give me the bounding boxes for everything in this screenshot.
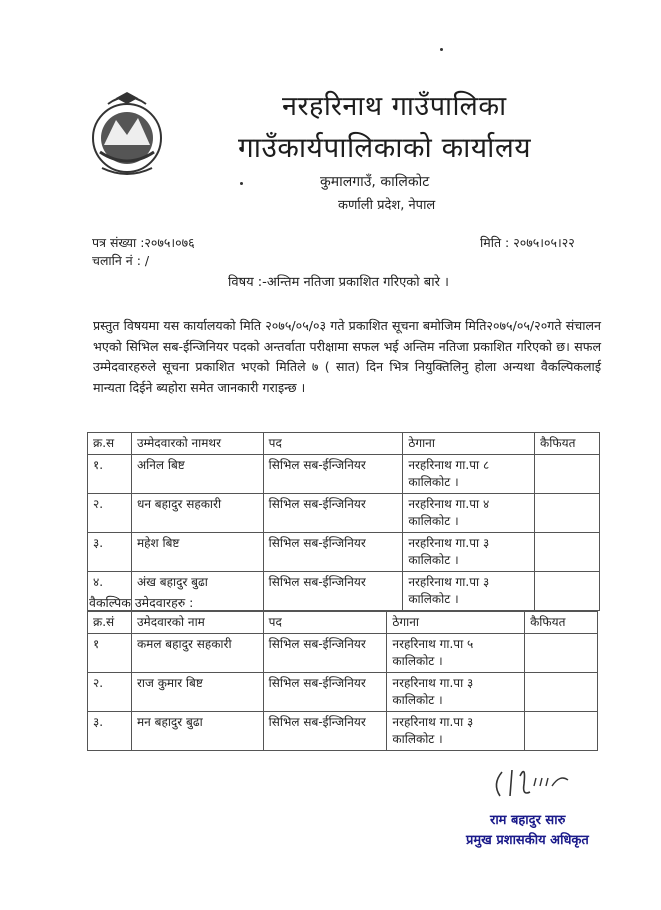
header-name: उमेदवारको नाम [131, 612, 263, 634]
table-row [88, 712, 598, 751]
table-row [88, 494, 600, 533]
letter-subject: विषय :-अन्तिम नतिजा प्रकाशित गरिएको बारे । [228, 275, 449, 290]
speck [240, 182, 243, 185]
cell-sn: २. [88, 673, 132, 712]
cell-name: अनिल बिष्ट [131, 455, 263, 494]
address-district: कालिकोट । [392, 693, 443, 707]
cell-name: अंख बहादुर बुढा [131, 572, 263, 611]
header-sn: क्र.स [88, 433, 132, 455]
cell-address [403, 572, 535, 611]
cell-post: सिभिल सब-ईन्जिनियर [263, 533, 403, 572]
table-row [88, 455, 600, 494]
address-district: कालिकोट । [408, 514, 459, 528]
alternate-candidates-label: वैकल्पिक उमेदवारहरु : [89, 595, 194, 610]
speck [440, 48, 443, 51]
address-district: कालिकोट । [408, 592, 459, 606]
nepal-emblem-icon [86, 90, 168, 180]
cell-name: मन बहादुर बुढा [131, 712, 263, 751]
table-row [88, 533, 600, 572]
cell-remark [525, 712, 598, 751]
cell-remark [525, 634, 598, 673]
table-row [88, 634, 598, 673]
header-post: पद [263, 612, 387, 634]
cell-address [387, 634, 525, 673]
cell-post: सिभिल सब-ईन्जिनियर [263, 634, 387, 673]
cell-sn: १ [88, 634, 132, 673]
cell-post: सिभिल सब-ईन्जिनियर [263, 712, 387, 751]
cell-sn: १. [88, 455, 132, 494]
office-name: गाउँकार्यपालिकाको कार्यालय [238, 131, 532, 164]
address-line: नरहरिनाथ गा.पा ३ [408, 536, 490, 550]
cell-remark [535, 533, 600, 572]
cell-name: धन बहादुर सहकारी [131, 494, 263, 533]
selected-candidates-table [87, 432, 600, 611]
cell-post: सिभिल सब-ईन्जिनियर [263, 673, 387, 712]
table-header-row [88, 612, 598, 634]
cell-post: सिभिल सब-ईन्जिनियर [263, 455, 403, 494]
municipality-name: नरहरिनाथ गाउँपालिका [282, 91, 507, 122]
cell-post: सिभिल सब-ईन्जिनियर [263, 572, 403, 611]
header-address: ठेगाना [387, 612, 525, 634]
cell-remark [535, 494, 600, 533]
table-row [88, 673, 598, 712]
cell-address [403, 533, 535, 572]
cell-name: कमल बहादुर सहकारी [131, 634, 263, 673]
cell-address [403, 494, 535, 533]
cell-name: महेश बिष्ट [131, 533, 263, 572]
address-line: नरहरिनाथ गा.पा ३ [392, 676, 474, 690]
cell-sn: ३. [88, 712, 132, 751]
cell-sn: ४. [88, 572, 132, 611]
header-remark: कैफियत [525, 612, 598, 634]
address-district: कालिकोट । [392, 732, 443, 746]
cell-address [387, 712, 525, 751]
address-line: नरहरिनाथ गा.पा ३ [408, 575, 490, 589]
letter-body: प्रस्तुत विषयमा यस कार्यालयको मिति २०७५/०५/०३ गते प्रकाशित सूचना बमोजिम मिति२०७५/०५/२०गते संचालन भएको सिभिल सब-ईन्जिनियर पदको अन्तर्वाता परीक्षामा सफल भई अन्तिम नतिजा प्रकाशित गरिएको छ। सफल उम्मेदवारहरुले सूचना प्रकाशित भएको मितिले ७ ( सात) दिन भित्र नियुक्तिलिनु होला अन्यथा वैकल्पिकलाई मान्यता दिईने ब्यहोरा समेत जानकारी गराइन्छ । [93, 318, 601, 395]
office-location: कुमालगाउँ, कालिकोट [320, 174, 430, 190]
signatory-name: राम बहादुर सारु [490, 813, 566, 828]
address-district: कालिकोट । [408, 475, 459, 489]
address-line: नरहरिनाथ गा.पा ८ [408, 458, 490, 472]
address-line: नरहरिनाथ गा.पा ५ [392, 637, 474, 651]
header-remark: कैफियत [535, 433, 600, 455]
cell-address [387, 673, 525, 712]
header-name: उम्मेदवारको नामथर [131, 433, 263, 455]
address-district: कालिकोट । [408, 553, 459, 567]
signatory-title: प्रमुख प्रशासकीय अधिकृत [466, 833, 589, 848]
header-sn: क्र.सं [88, 612, 132, 634]
dispatch-number: चलानि नं : / [92, 253, 150, 268]
cell-remark [535, 572, 600, 611]
province-country: कर्णाली प्रदेश, नेपाल [338, 198, 436, 213]
reference-number: पत्र संख्या :२०७५।०७६ [92, 235, 195, 250]
address-line: नरहरिनाथ गा.पा ४ [408, 497, 490, 511]
cell-sn: ३. [88, 533, 132, 572]
table-header-row [88, 433, 600, 455]
address-district: कालिकोट । [392, 654, 443, 668]
cell-remark [525, 673, 598, 712]
cell-remark [535, 455, 600, 494]
signature-scribble [490, 766, 590, 802]
cell-address [403, 455, 535, 494]
cell-name: राज कुमार बिष्ट [131, 673, 263, 712]
address-line: नरहरिनाथ गा.पा ३ [392, 715, 474, 729]
letter-date: मिति : २०७५।०५।२२ [480, 235, 575, 250]
header-address: ठेगाना [403, 433, 535, 455]
cell-sn: २. [88, 494, 132, 533]
header-post: पद [263, 433, 403, 455]
cell-post: सिभिल सब-ईन्जिनियर [263, 494, 403, 533]
alternate-candidates-table [87, 611, 598, 751]
